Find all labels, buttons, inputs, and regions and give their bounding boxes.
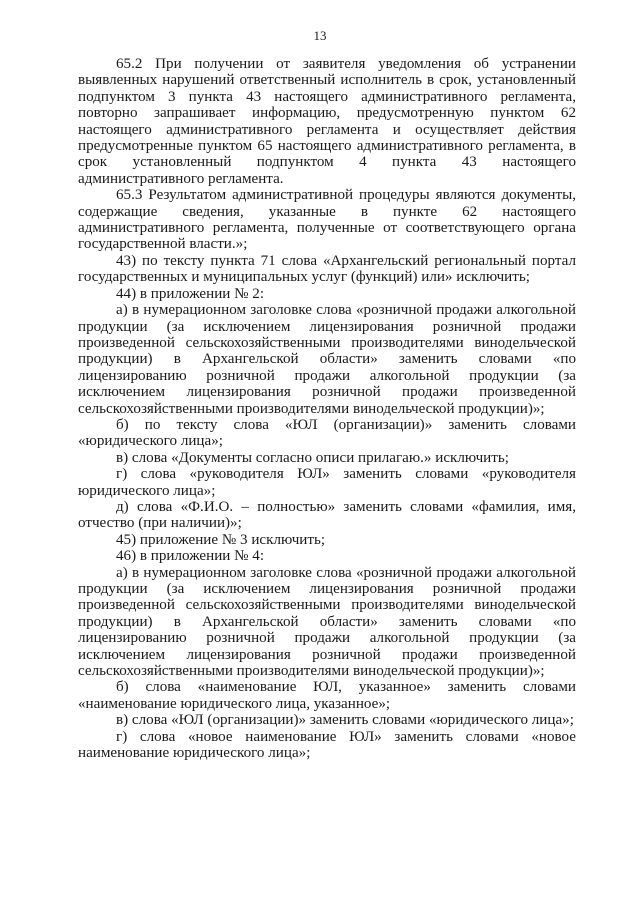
paragraph-item-44-b: б) по тексту слова «ЮЛ (организации)» заменить словами «юридического лица»;: [78, 416, 576, 450]
paragraph-item-44: 44) в приложении № 2:: [116, 285, 265, 302]
paragraph-65-2: 65.2 При получении от заявителя уведомления об устранении выявленных нарушений ответственный исполнитель в срок, установленный подпунктом 3 пункта 43 настоящего административного регламента, повторно запрашивает информацию, предусмотренную пунктом 62 настоящего административного регламента и осуществляет действия предусмотренные пунктом 65 настоящего административного регламента, в срок установленный подпунктом 4 пункта 43 настоящего административного регламента.: [78, 56, 576, 187]
paragraph-item-44-g: г) слова «руководителя ЮЛ» заменить словами «руководителя юридического лица»;: [78, 466, 576, 499]
paragraph-item-46: 46) в приложении № 4:: [116, 548, 265, 565]
paragraph-item-46-g: г) слова «новое наименование ЮЛ» заменить словами «новое наименование юридического лица»;: [78, 728, 576, 762]
paragraph-item-44-d: д) слова «Ф.И.О. – полностью» заменить словами «фамилия, имя, отчество (при наличии)»;: [78, 498, 576, 532]
paragraph-item-45: 45) приложение № 3 исключить;: [116, 531, 326, 548]
document-body: [78, 56, 576, 761]
paragraph-item-43: 43) по тексту пункта 71 слова «Архангельский региональный портал государственных и муниципальных услуг (функций) или» исключить;: [78, 252, 576, 286]
paragraph-item-46-b: б) слова «наименование ЮЛ, указанное» заменить словами «наименование юридического лица, указанное»;: [78, 679, 576, 712]
page-number: 13: [313, 28, 327, 43]
paragraph-65-3: 65.3 Результатом административной процедуры являются документы, содержащие сведения, указанные в пункте 62 настоящего административного регламента, полученные от соответствующего органа государственной власти.»;: [78, 187, 576, 253]
paragraph-item-46-a: а) в нумерационном заголовке слова «розничной продажи алкогольной продукции (за исключением лицензирования розничной продажи произведенной сельскохозяйственными производителями винодельческой продукции) в Архангельской области» заменить словами «по лицензированию розничной продажи алкогольной продукции (за исключением лицензирования розничной продажи произведенной сельскохозяйственными производителями винодельческой продукции)»;: [78, 564, 576, 680]
paragraph-item-44-v: в) слова «Документы согласно описи прилагаю.» исключить;: [116, 449, 509, 466]
paragraph-item-44-a: а) в нумерационном заголовке слова «розничной продажи алкогольной продукции (за исключением лицензирования розничной продажи произведенной сельскохозяйственными производителями винодельческой продукции) в Архангельской области» заменить словами «по лицензированию розничной продажи алкогольной продукции (за исключением лицензирования розничной продажи произведенной сельскохозяйственными производителями винодельческой продукции)»;: [78, 302, 576, 417]
paragraph-item-46-v: в) слова «ЮЛ (организации)» заменить словами «юридического лица»;: [116, 712, 574, 729]
